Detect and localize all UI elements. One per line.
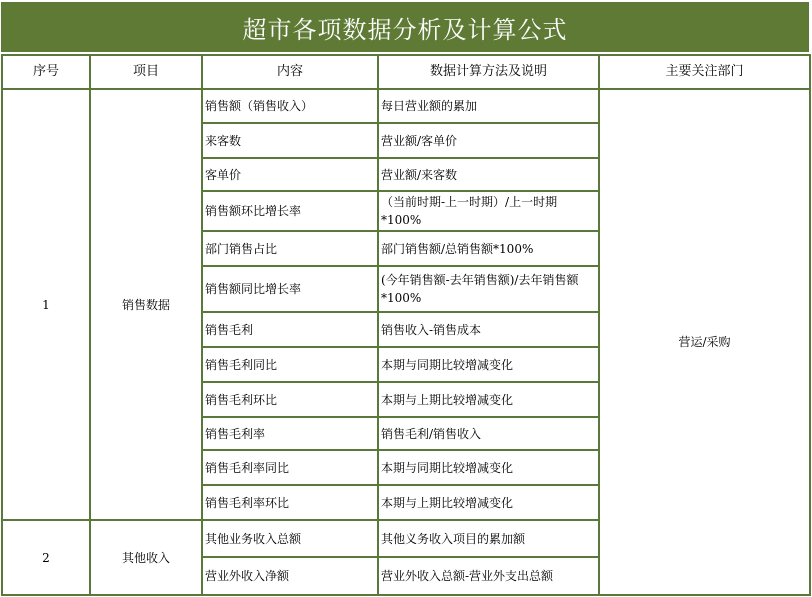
header-method[interactable]: 数据计算方法及说明 bbox=[378, 55, 599, 89]
cell-content[interactable]: 销售毛利 bbox=[202, 312, 378, 347]
cell-method[interactable]: 销售收入-销售成本 bbox=[378, 312, 599, 347]
cell-content[interactable]: 销售额环比增长率 bbox=[202, 191, 378, 231]
cell-content[interactable]: 来客数 bbox=[202, 123, 378, 158]
cell-method[interactable]: 营业额/来客数 bbox=[378, 158, 599, 191]
cell-method[interactable]: 本期与同期比较增减变化 bbox=[378, 450, 599, 485]
cell-method[interactable]: 本期与上期比较增减变化 bbox=[378, 382, 599, 417]
cell-content[interactable]: 销售毛利率同比 bbox=[202, 450, 378, 485]
header-content[interactable]: 内容 bbox=[202, 55, 378, 89]
cell-method[interactable]: （当前时期-上一时期）/上一时期*100% bbox=[378, 191, 599, 231]
cell-index[interactable]: 1 bbox=[2, 89, 90, 520]
cell-content[interactable]: 销售毛利率环比 bbox=[202, 485, 378, 520]
table-row bbox=[2, 89, 810, 123]
cell-method[interactable]: (今年销售额-去年销售额)/去年销售额*100% bbox=[378, 266, 599, 312]
cell-method[interactable]: 每日营业额的累加 bbox=[378, 89, 599, 123]
cell-method[interactable]: 营业外收入总额-营业外支出总额 bbox=[378, 557, 599, 595]
cell-content[interactable]: 营业外收入净额 bbox=[202, 557, 378, 595]
cell-method[interactable]: 其他义务收入项目的累加额 bbox=[378, 520, 599, 557]
cell-item[interactable]: 销售数据 bbox=[90, 89, 202, 520]
formula-table bbox=[1, 54, 811, 596]
cell-content[interactable]: 销售毛利同比 bbox=[202, 347, 378, 382]
header-row bbox=[2, 55, 810, 89]
cell-method[interactable]: 本期与上期比较增减变化 bbox=[378, 485, 599, 520]
sheet-title: 超市各项数据分析及计算公式 bbox=[1, 2, 809, 52]
cell-content[interactable]: 销售额同比增长率 bbox=[202, 266, 378, 312]
cell-content[interactable]: 销售毛利率 bbox=[202, 417, 378, 450]
cell-dept[interactable]: 营运/采购 bbox=[599, 89, 810, 595]
cell-method[interactable]: 部门销售额/总销售额*100% bbox=[378, 231, 599, 266]
cell-content[interactable]: 销售毛利环比 bbox=[202, 382, 378, 417]
header-dept[interactable]: 主要关注部门 bbox=[599, 55, 810, 89]
header-index[interactable]: 序号 bbox=[2, 55, 90, 89]
cell-index[interactable]: 2 bbox=[2, 520, 90, 595]
cell-content[interactable]: 销售额（销售收入） bbox=[202, 89, 378, 123]
cell-method[interactable]: 销售毛利/销售收入 bbox=[378, 417, 599, 450]
table-body bbox=[2, 89, 810, 595]
cell-method[interactable]: 营业额/客单价 bbox=[378, 123, 599, 158]
cell-content[interactable]: 部门销售占比 bbox=[202, 231, 378, 266]
cell-item[interactable]: 其他收入 bbox=[90, 520, 202, 595]
cell-content[interactable]: 其他业务收入总额 bbox=[202, 520, 378, 557]
cell-method[interactable]: 本期与同期比较增减变化 bbox=[378, 347, 599, 382]
cell-content[interactable]: 客单价 bbox=[202, 158, 378, 191]
header-item[interactable]: 项目 bbox=[90, 55, 202, 89]
